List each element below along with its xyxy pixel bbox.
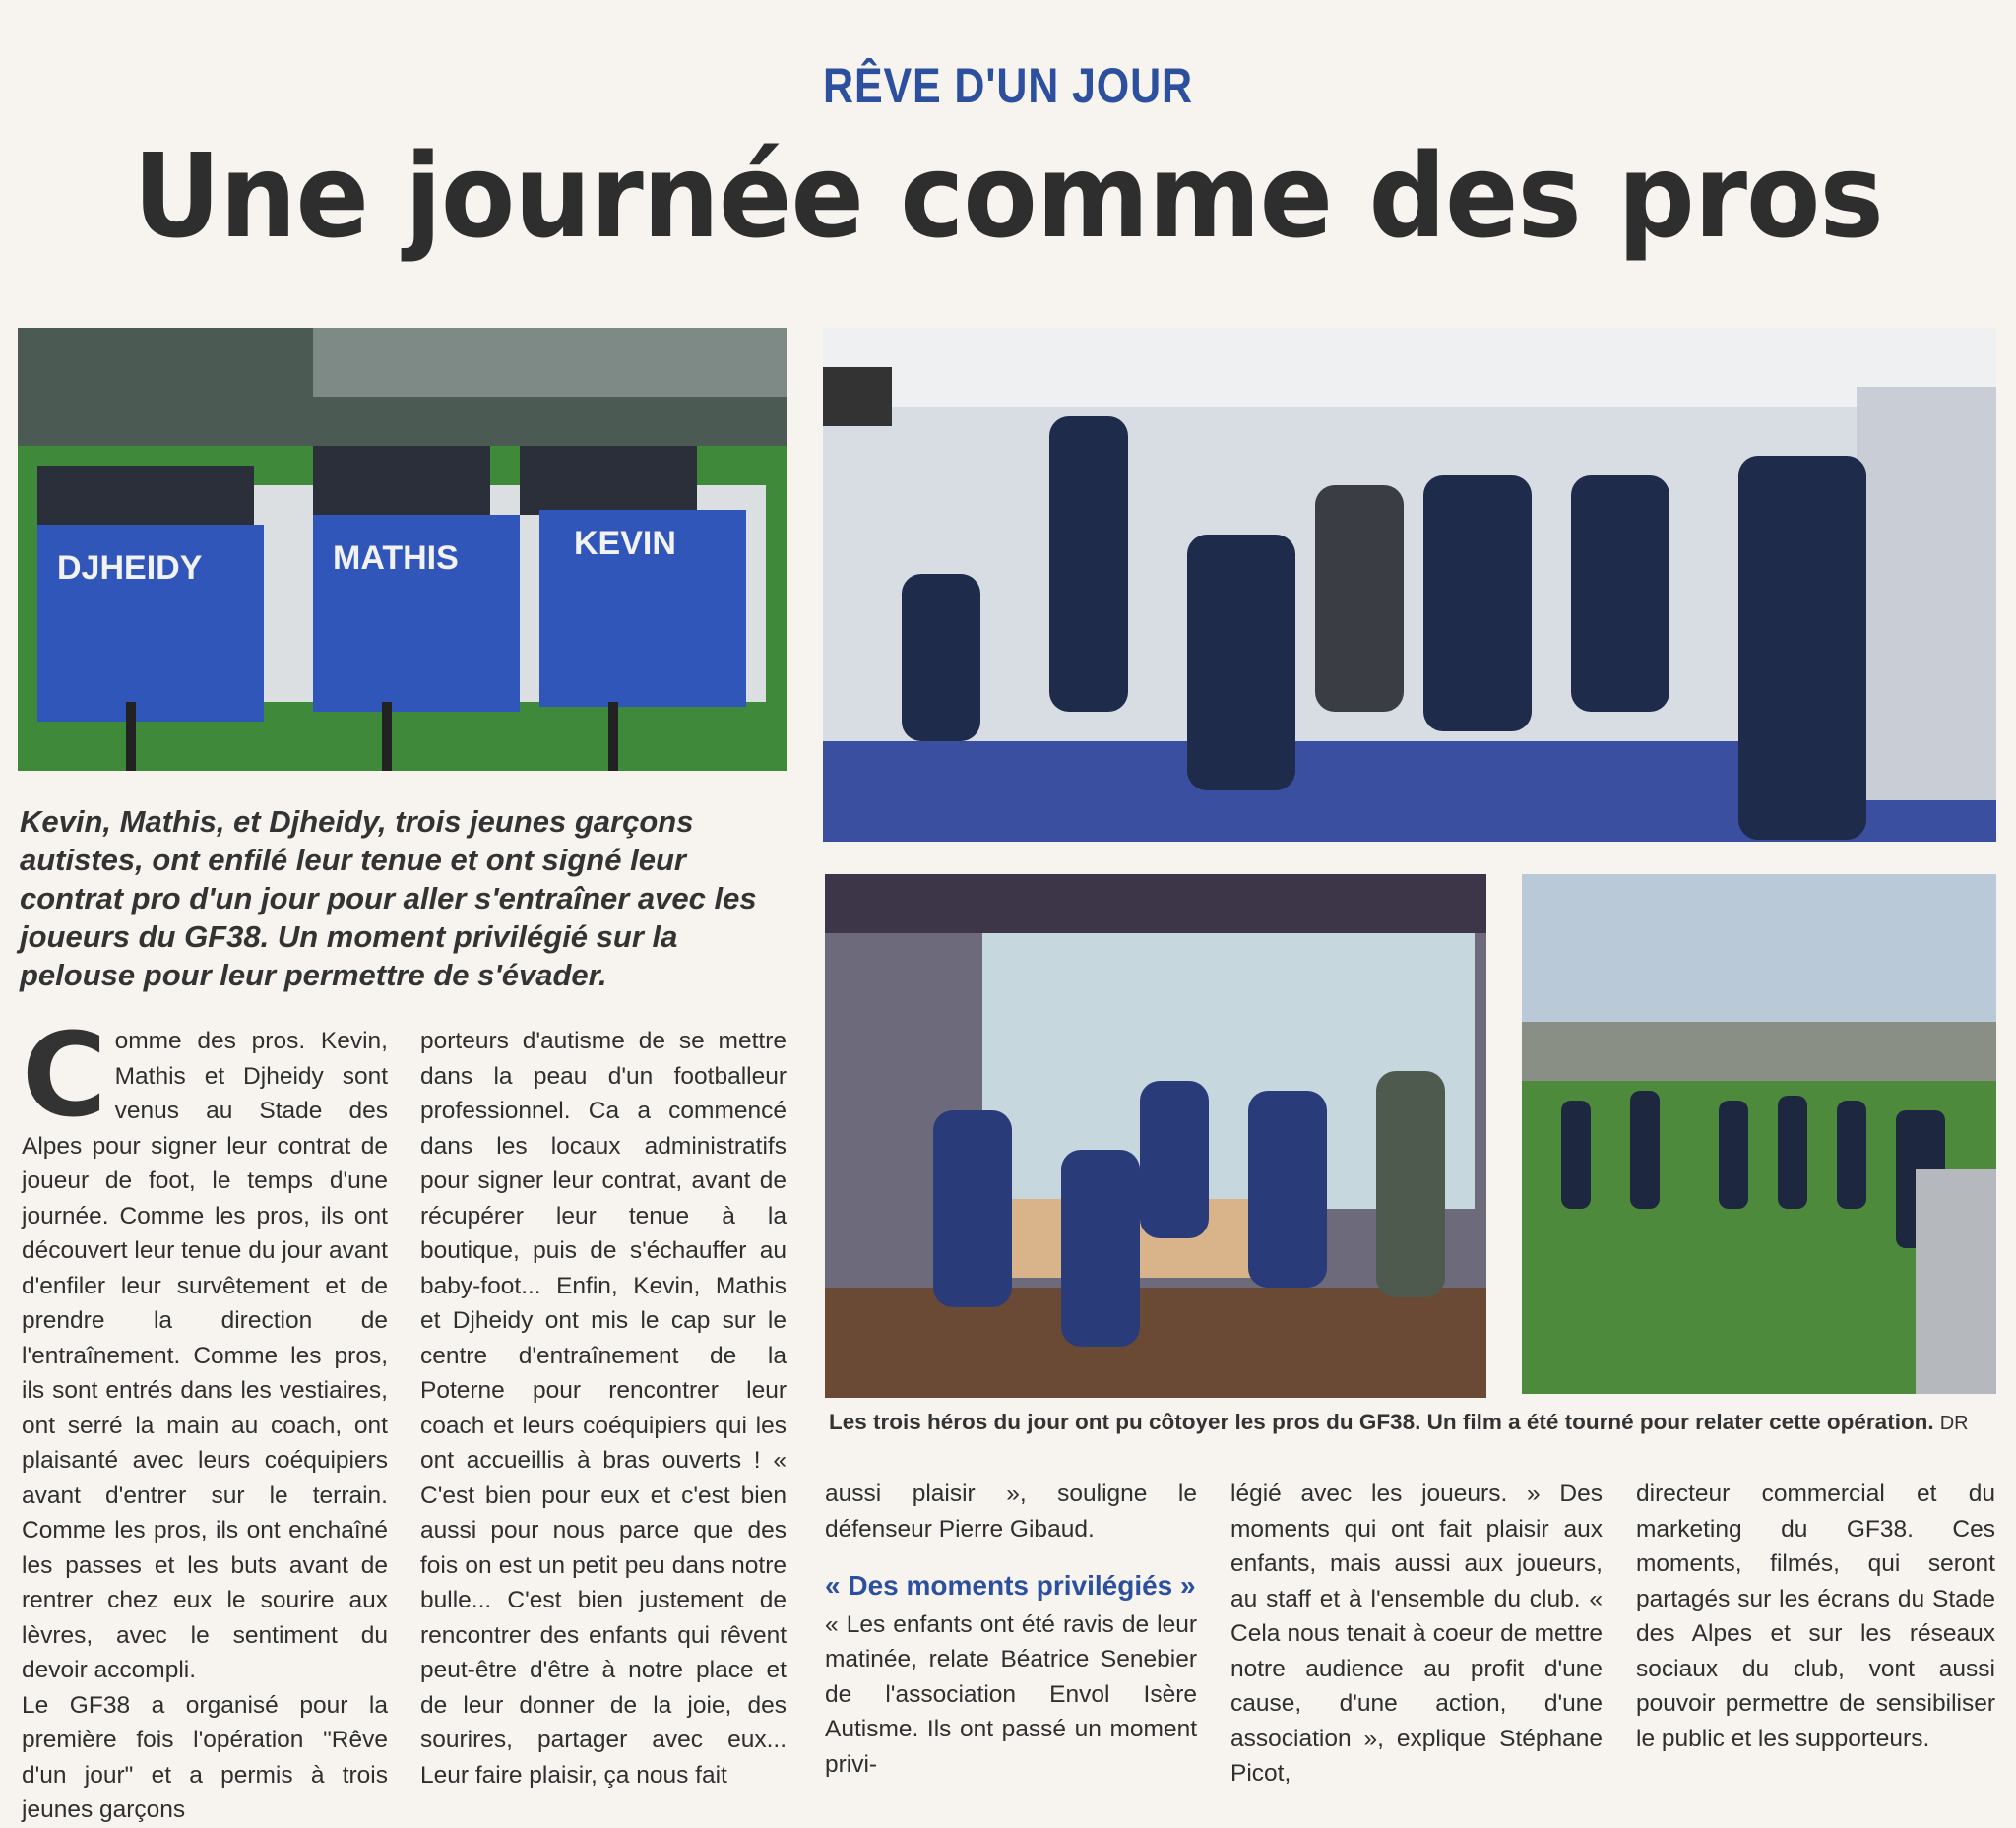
drop-cap: C [22, 1007, 107, 1143]
photo-training-field [1522, 874, 1996, 1394]
body-col2-text: porteurs d'autisme de se mettre dans la peau d'un footballeur professionnel. Ca a commencé dans les locaux administratifs pour signer leur contrat, avant de récupérer leur tenue à la boutique, puis de s'échauffer au baby-foot... Enfin, Kevin, Mathis et Djheidy ont mis le cap sur le centre d'entraînement de la Poterne pour rencontrer leur coach et leurs coéquipiers qui les ont accueillis à bras ouverts ! « C'est bien pour eux et c'est bien aussi pour nous parce que des fois on est un petit peu dans notre bulle... C'est bien justement de rencontrer des enfants qui rêvent peut-être d'être à notre place et de leur donner de la joie, des sourires, partager avec eux... Leur faire plaisir, ça nous fait [420, 1028, 787, 1789]
body-col4-text: légié avec les joueurs. » Des moments qui ont fait plaisir aux enfants, mais aussi aux joueurs, au staff et à l'ensemble du club. « Cela nous tenait à coeur de mettre notre audience au profit d'une cause, d'une action, d'une association », explique Stéphane Picot, [1230, 1481, 1603, 1787]
body-column-4 [1230, 1477, 1603, 1792]
body-col3-paragraph-2: « Les enfants ont été ravis de leur matinée, relate Béatrice Senebier de l'association Envol Isère Autisme. Ils ont passé un moment privi- [825, 1610, 1197, 1778]
jersey-name-3: KEVIN [574, 525, 676, 562]
body-col1-paragraph-2: Le GF38 a organisé pour la première fois l'opération "Rêve d'un jour" et a permis à trois jeunes garçons [22, 1691, 388, 1823]
kicker: RÊVE D'UN JOUR [823, 58, 1193, 113]
photo-babyfoot [825, 874, 1486, 1398]
body-column-3 [825, 1477, 1197, 1782]
jersey-name-1: DJHEIDY [57, 549, 203, 587]
caption-text: Les trois héros du jour ont pu côtoyer les pros du GF38. Un film a été tourné pour relater cette opération. [829, 1410, 1934, 1434]
jersey-name-2: MATHIS [333, 539, 459, 577]
photo-jerseys [18, 328, 788, 771]
headline: Une journée comme des pros [133, 128, 1883, 264]
photo-caption [829, 1410, 1996, 1435]
body-col5-text: directeur commercial et du marketing du GF38. Ces moments, filmés, qui seront partagés sur les écrans du Stade des Alpes et sur les réseaux sociaux du club, vont aussi pouvoir permettre de sensibiliser le public et les supporteurs. [1636, 1481, 1995, 1752]
body-column-5 [1636, 1477, 1995, 1756]
body-col3-paragraph-1: aussi plaisir », souligne le défenseur Pierre Gibaud. [825, 1481, 1197, 1543]
body-column-1 [22, 1007, 388, 1828]
subheading: « Des moments privilégiés » [825, 1570, 1196, 1601]
lead-paragraph: Kevin, Mathis, et Djheidy, trois jeunes garçons autistes, ont enfilé leur tenue et ont signé leur contrat pro d'un jour pour aller s'entraîner avec les joueurs du GF38. Un moment privilégié sur la pelouse pour leur permettre de s'évader. [20, 804, 757, 992]
body-column-2 [420, 1024, 787, 1793]
photo-locker-room [823, 328, 1996, 842]
photo-credit: DR [1939, 1413, 1969, 1434]
body-col1-paragraph-1: omme des pros. Kevin, Mathis et Djheidy sont venus au Stade des Alpes pour signer leur contrat de joueur de foot, le temps d'une journée. Comme les pros, ils ont découvert leur tenue du jour avant d'enfiler leur survêtement et de prendre la direction de l'entraînement. Comme les pros, ils sont entrés dans les vestiaires, ont serré la main au coach, ont plaisanté avec leurs coéquipiers avant d'entrer sur le terrain. Comme les pros, ils ont enchaîné les passes et les buts avant de rentrer chez eux le sourire aux lèvres, avec le sentiment du devoir accompli. [22, 1028, 388, 1683]
